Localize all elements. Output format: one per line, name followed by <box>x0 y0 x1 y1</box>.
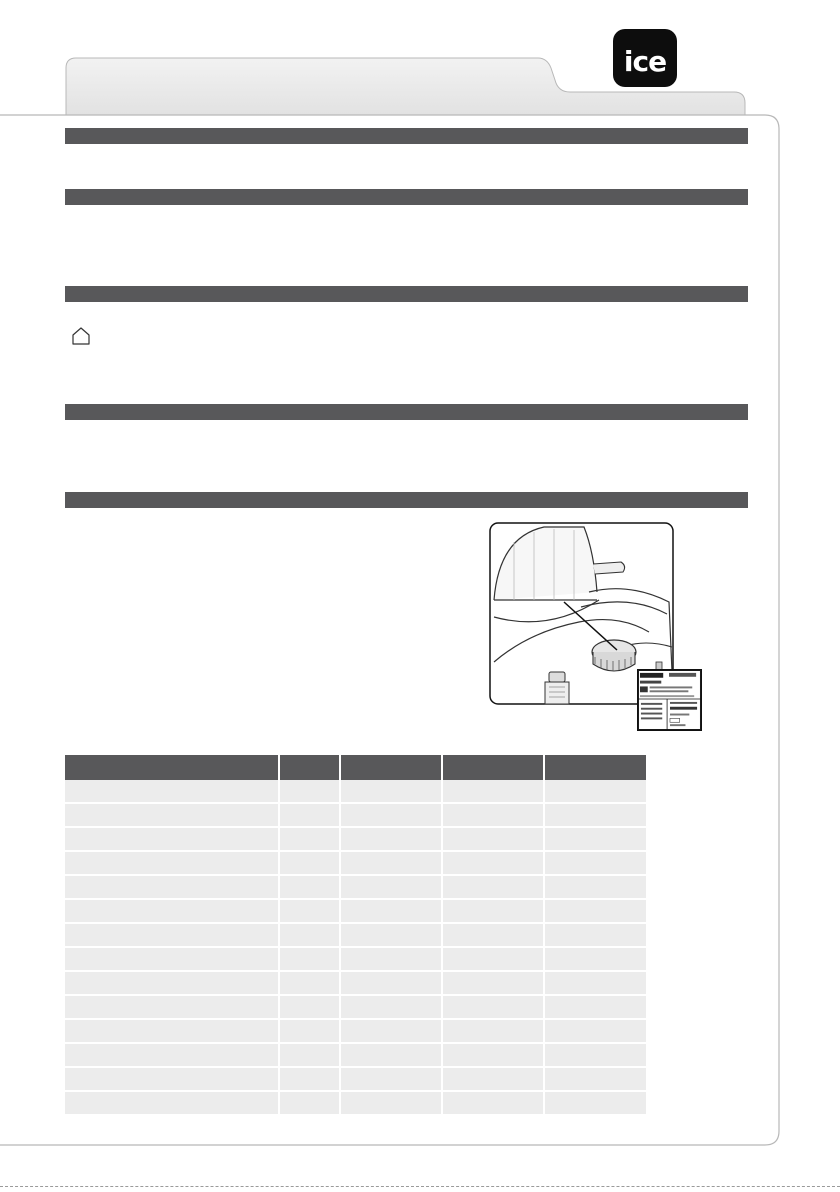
table-cell <box>279 947 340 971</box>
table-cell <box>279 827 340 851</box>
table-header-cell <box>65 755 279 780</box>
table-cell <box>65 827 279 851</box>
table-cell <box>65 899 279 923</box>
table-row <box>65 1043 646 1067</box>
table-cell <box>544 923 646 947</box>
table-cell <box>65 875 279 899</box>
table-cell <box>65 803 279 827</box>
table-header-cell <box>279 755 340 780</box>
table-header-cell <box>340 755 442 780</box>
table-row <box>65 827 646 851</box>
table-cell <box>442 971 544 995</box>
table-cell <box>442 875 544 899</box>
table-cell <box>340 1043 442 1067</box>
section-bar-3 <box>65 286 748 302</box>
table-cell <box>65 780 279 803</box>
table-row <box>65 947 646 971</box>
table-cell <box>279 995 340 1019</box>
table-row <box>65 803 646 827</box>
table-row <box>65 851 646 875</box>
table-row <box>65 780 646 803</box>
table-cell <box>544 780 646 803</box>
table-cell <box>340 803 442 827</box>
table-cell <box>544 1091 646 1115</box>
table-row <box>65 899 646 923</box>
table-cell <box>442 780 544 803</box>
table-cell <box>279 875 340 899</box>
table-cell <box>65 1019 279 1043</box>
table-cell <box>544 875 646 899</box>
table-cell <box>442 899 544 923</box>
table-cell <box>279 899 340 923</box>
table-cell <box>544 995 646 1019</box>
table-cell <box>442 1019 544 1043</box>
table-cell <box>340 875 442 899</box>
table-cell <box>65 1067 279 1091</box>
table-row <box>65 995 646 1019</box>
table-row <box>65 1019 646 1043</box>
section-bar-5 <box>65 492 748 508</box>
table-row <box>65 1067 646 1091</box>
table-cell <box>279 851 340 875</box>
table-cell <box>544 851 646 875</box>
table-cell <box>65 971 279 995</box>
table-cell <box>442 803 544 827</box>
table-cell <box>279 1043 340 1067</box>
table-cell <box>340 1019 442 1043</box>
table-cell <box>544 947 646 971</box>
table-cell <box>442 995 544 1019</box>
table-header-cell <box>544 755 646 780</box>
table-cell <box>442 1067 544 1091</box>
table-cell <box>544 803 646 827</box>
section-bar-4 <box>65 404 748 420</box>
section-bar-2 <box>65 189 748 205</box>
table-cell <box>442 1043 544 1067</box>
table-cell <box>279 1091 340 1115</box>
table-cell <box>442 923 544 947</box>
table-cell <box>65 851 279 875</box>
table-header-cell <box>442 755 544 780</box>
table-cell <box>442 947 544 971</box>
table-cell <box>279 971 340 995</box>
table-row <box>65 1091 646 1115</box>
table-cell <box>544 1067 646 1091</box>
table-cell <box>279 780 340 803</box>
table-cell <box>65 995 279 1019</box>
table-row <box>65 971 646 995</box>
table-cell <box>65 923 279 947</box>
table-cell <box>340 851 442 875</box>
table-cell <box>340 1091 442 1115</box>
table-cell <box>442 827 544 851</box>
table-cell <box>442 1091 544 1115</box>
section-bar-1 <box>65 128 748 144</box>
rating-label <box>637 669 702 731</box>
ice-logo <box>613 29 677 87</box>
table-cell <box>340 947 442 971</box>
table-cell <box>65 1091 279 1115</box>
table-cell <box>544 899 646 923</box>
table-cell <box>340 1067 442 1091</box>
table-cell <box>279 1067 340 1091</box>
table-cell <box>340 827 442 851</box>
spec-table <box>65 755 646 1116</box>
table-cell <box>65 1043 279 1067</box>
table-body <box>65 780 646 1115</box>
table-cell <box>544 1019 646 1043</box>
table-cell <box>340 995 442 1019</box>
table-cell <box>544 971 646 995</box>
table-cell <box>340 971 442 995</box>
bottom-dashed-line <box>0 1186 840 1187</box>
table-cell <box>340 780 442 803</box>
table-cell <box>279 1019 340 1043</box>
table-cell <box>279 923 340 947</box>
logo-text: ice <box>623 45 667 78</box>
table-header-row <box>65 755 646 780</box>
table-cell <box>65 947 279 971</box>
table-row <box>65 875 646 899</box>
table-cell <box>442 851 544 875</box>
home-icon <box>71 326 91 346</box>
table-cell <box>544 1043 646 1067</box>
table-cell <box>340 923 442 947</box>
table-row <box>65 923 646 947</box>
table-cell <box>279 803 340 827</box>
table-cell <box>544 827 646 851</box>
table-cell <box>340 899 442 923</box>
